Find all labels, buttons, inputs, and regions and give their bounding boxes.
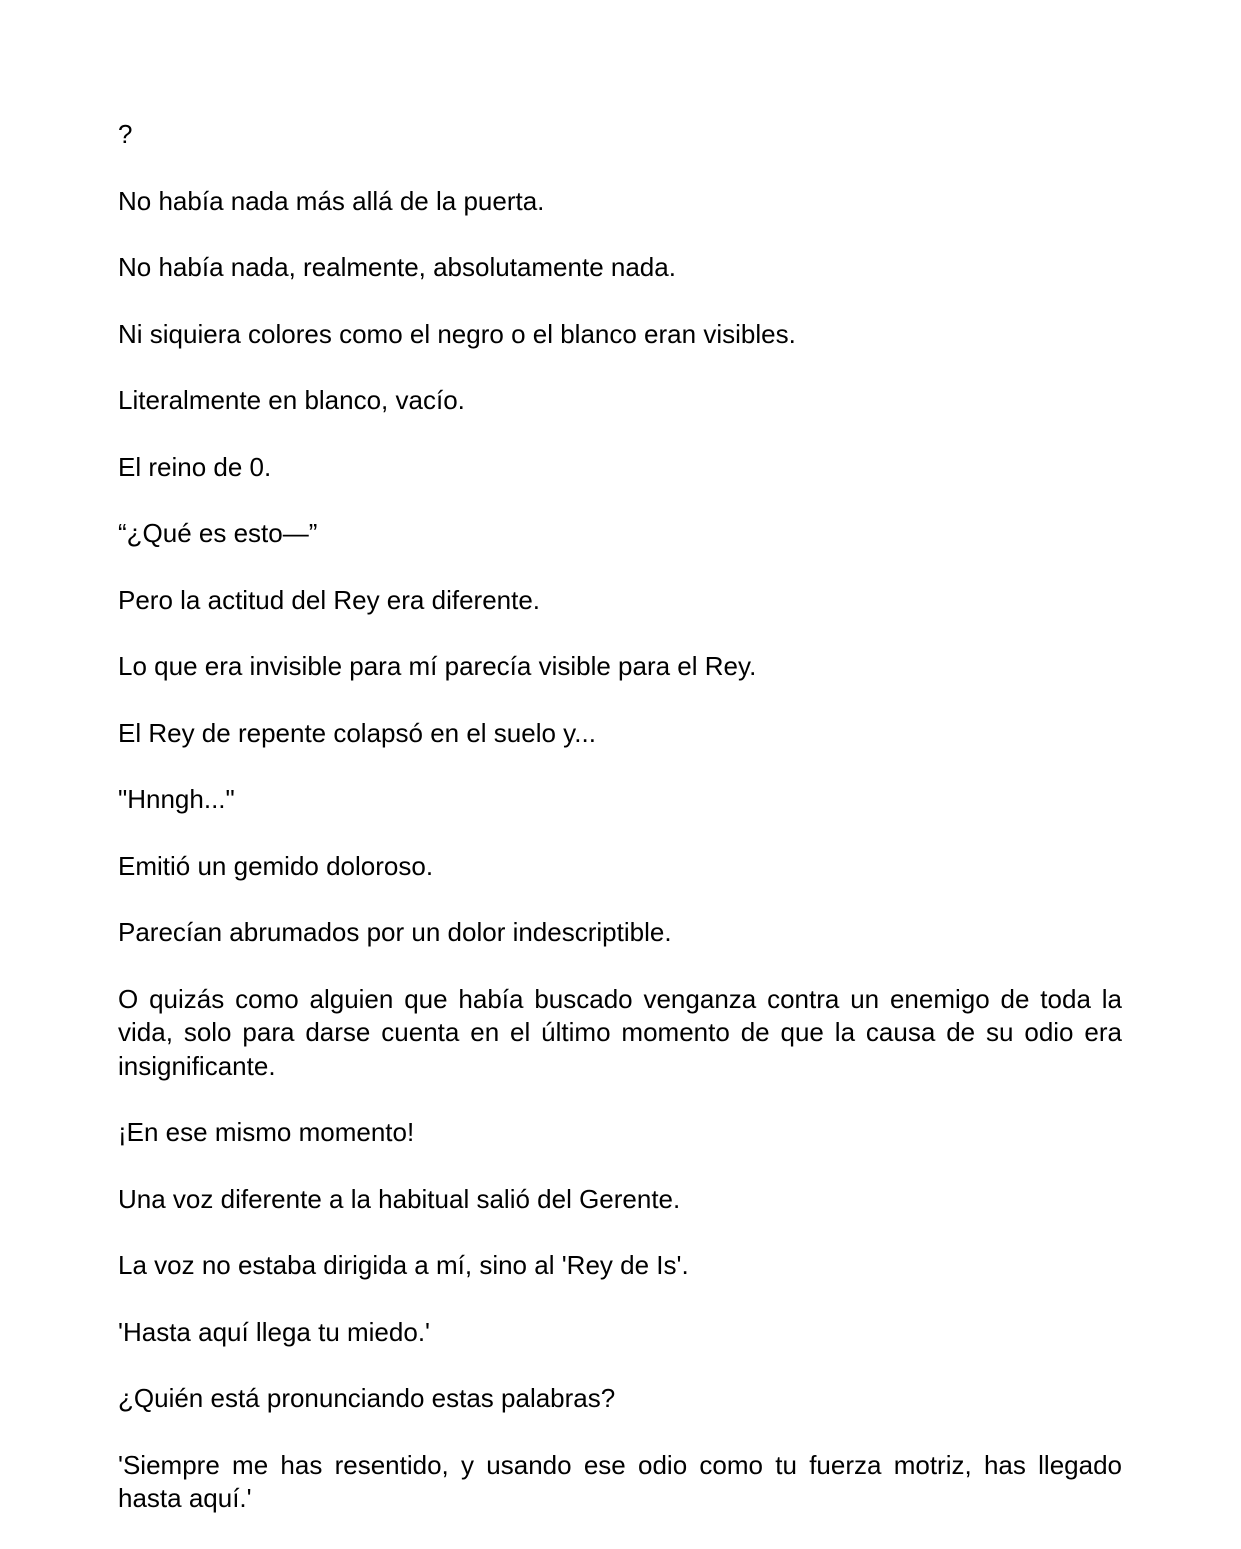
paragraph-dialogue: “¿Qué es esto—”	[118, 518, 318, 548]
document-body	[118, 118, 1122, 1549]
paragraph: El Rey de repente colapsó en el suelo y...	[118, 717, 596, 748]
paragraph: No había nada, realmente, absolutamente nada.	[118, 252, 676, 282]
paragraph-dialogue: 'Hasta aquí llega tu miedo.'	[118, 1316, 430, 1347]
paragraph-dialogue: 'Siempre me has resentido, y usando ese odio como tu fuerza motriz, has llegado hasta aquí.'	[118, 1449, 1122, 1513]
paragraph: Lo que era invisible para mí parecía visible para el Rey.	[118, 651, 757, 681]
paragraph: ¿Quién está pronunciando estas palabras?	[118, 1383, 616, 1413]
paragraph: Parecían abrumados por un dolor indescriptible.	[118, 917, 672, 947]
paragraph: Emitió un gemido doloroso.	[118, 850, 434, 881]
paragraph: ¡En ese mismo momento!	[118, 1117, 415, 1147]
paragraph: Pero la actitud del Rey era diferente.	[118, 584, 541, 615]
paragraph: La voz no estaba dirigida a mí, sino al 'Rey de Is'.	[118, 1250, 689, 1280]
paragraph: Una voz diferente a la habitual salió del Gerente.	[118, 1183, 681, 1214]
paragraph: O quizás como alguien que había buscado venganza contra un enemigo de toda la vida, solo para darse cuenta en el último momento de que la causa de su odio era insignificante.	[118, 983, 1122, 1081]
paragraph: Ni siquiera colores como el negro o el blanco eran visibles.	[118, 318, 796, 349]
paragraph-question-mark: ?	[118, 119, 133, 149]
paragraph: No había nada más allá de la puerta.	[118, 185, 545, 216]
paragraph-dialogue: "Hnngh..."	[118, 784, 235, 814]
paragraph: Literalmente en blanco, vacío.	[118, 385, 465, 415]
paragraph: El reino de 0.	[118, 451, 272, 482]
